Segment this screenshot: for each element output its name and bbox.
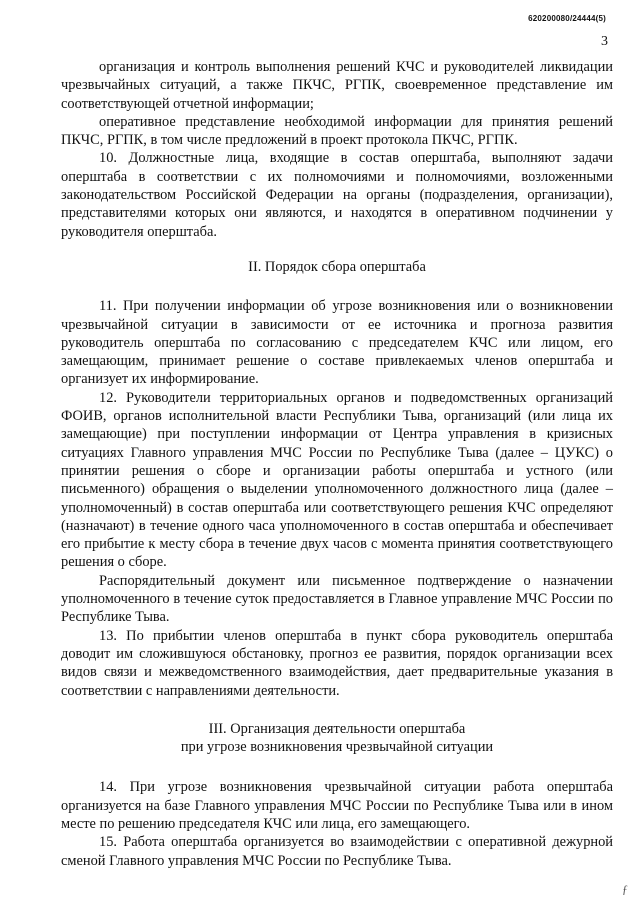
section-2-title: II. Порядок сбора оперштаба — [248, 258, 426, 275]
paragraph-4: 11. При получении информации об угрозе возникновения или о возникновении чрезвычайной ситуации в зависимости от ее источника и прогноза развития руководитель оперштаба по согласованию с председателем КЧС или лицом, его замещающим, принимает решение о составе привлекаемых членов оперштаба и организует их информирование. — [61, 298, 613, 388]
paragraph-1: организация и контроль выполнения решений КЧС и руководителей ликвидации чрезвычайных ситуаций, а также ПКЧС, РГПК, своевременное представление им соответствующей отчетной информации; — [61, 59, 613, 112]
paragraph-3: 10. Должностные лица, входящие в состав оперштаба, выполняют задачи оперштаба в соответствии с их полномочиями и полномочиями, возложенными законодательством Российской Федерации на органы (подразделения, организации), представителями которых они являются, и находятся в оперативном подчинении у руководителя оперштаба. — [61, 150, 613, 240]
paragraph-2: оперативное представление необходимой информации для принятия решений ПКЧС, РГПК, в том числе предложений в проект протокола ПКЧС, РГПК. — [61, 113, 613, 149]
paragraph-8: 14. При угрозе возникновения чрезвычайной ситуации работа оперштаба организуется на базе Главного управления МЧС России по Республике Тыва или в ином месте по решению председателя КЧС или лица, его замещающего. — [61, 779, 613, 832]
section-3-title-line-2: при угрозе возникновения чрезвычайной ситуации — [180, 739, 494, 756]
page-number: 3 — [601, 34, 608, 49]
corner-mark: ƒ — [622, 882, 628, 896]
section-3-title-line-1: III. Организация деятельности оперштаба — [208, 720, 466, 737]
paragraph-7: 13. По прибытии членов оперштаба в пункт сбора руководитель оперштаба доводит им сложившуюся обстановку, прогноз ее развития, порядок организации всех видов связи и межведомственного взаимодействия, дает предварительные указания в соответствии с направлениями деятельности. — [61, 627, 613, 699]
paragraph-6: Распорядительный документ или письменное подтверждение о назначении уполномоченного в течение суток предоставляется в Главное управление МЧС России по Республике Тыва. — [61, 572, 613, 626]
document-id: 620200080/24444(5) — [528, 14, 606, 23]
paragraph-9: 15. Работа оперштаба организуется во взаимодействии с оперативной дежурной сменой Главного управления МЧС России по Республике Тыва. — [61, 834, 613, 869]
paragraph-5: 12. Руководители территориальных органов и подведомственных организаций ФОИВ, органов исполнительной власти Республики Тыва, организаций (или лица их замещающие) при поступлении информации от Центра управления в кризисных ситуациях Главного управления МЧС России по Республике Тыва (далее – ЦУКС) о принятии решения о сборе и организации работы оперштаба и устного (или письменного) обращения о выделении уполномоченного должностного лица (далее – уполномоченный) в состав оперштаба или соответствующего решения КЧС определяют (назначают) в течение одного часа уполномоченного в состав оперштаба и обеспечивает его прибытие к месту сбора в течение двух часов с момента принятия соответствующего решения о сборе. — [61, 389, 613, 571]
document-body — [61, 58, 613, 870]
